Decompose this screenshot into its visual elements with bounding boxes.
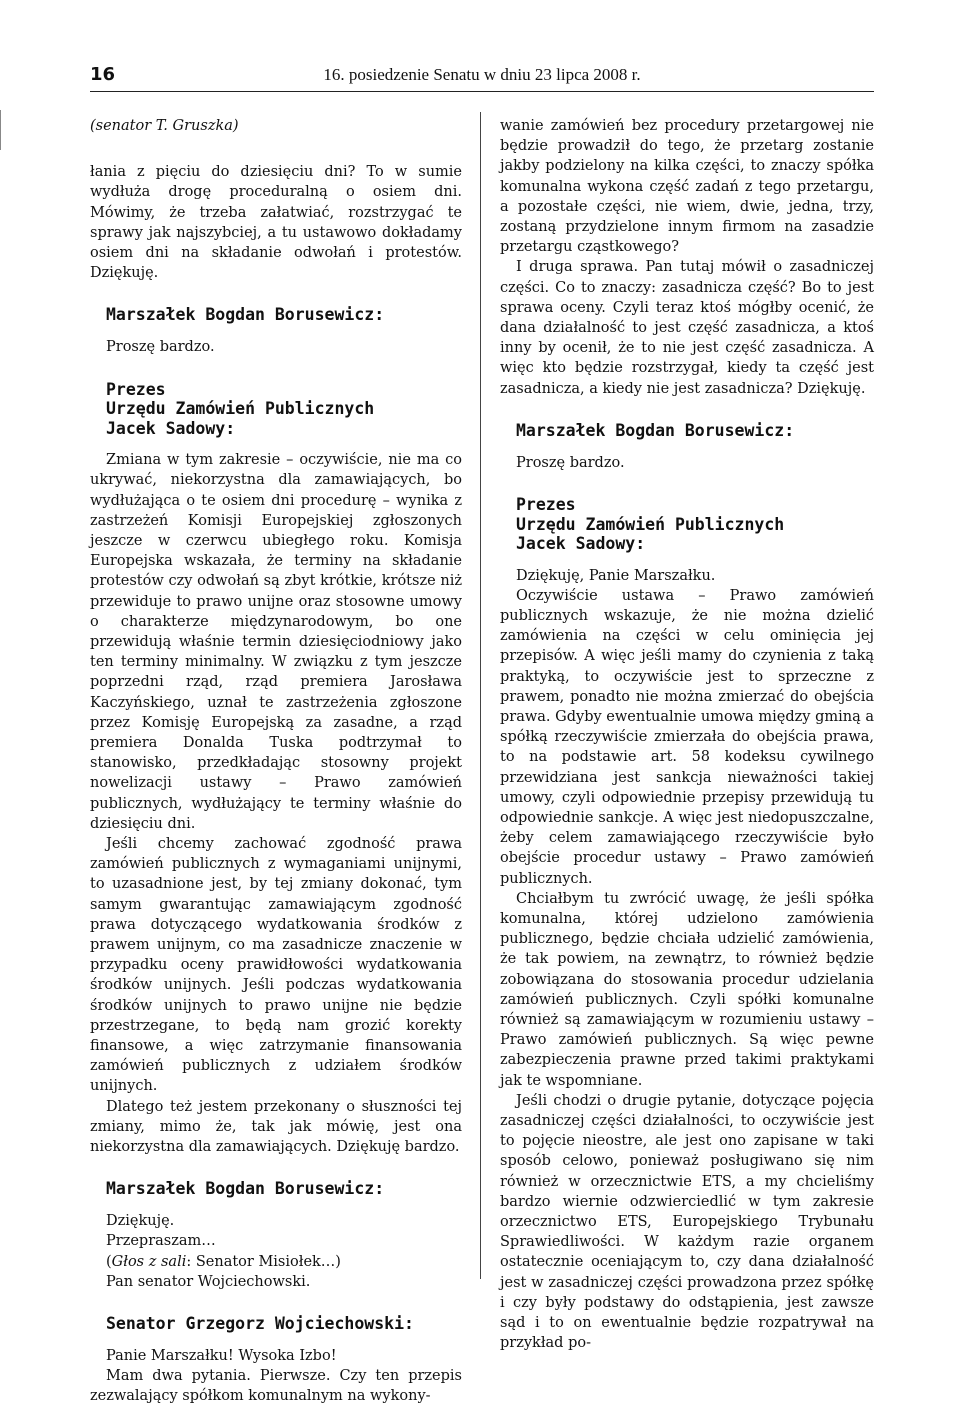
paragraph: łania z pięciu do dziesięciu dni? To w sumie wydłuża drogę proceduralną o osiem dni. Mówimy, że trzeba załatwiać, rozstrzygać te sprawy jak najszybciej, a tu ustawowo dokładamy osiem dni na składanie odwołań i protestów. Dziękuję. xyxy=(90,164,462,282)
paragraph: Oczywiście ustawa – Prawo zamówień publicznych wskazuje, że nie można dzielić zamówienia na części w celu ominięcia jej przepisów. A więc jeśli mamy do czynienia z taką praktyką, to oczywiście jest to sprzeczne z prawem, ponadto nie można zmierzać do obejścia prawa. Gdyby ewentualnie umowa między gminą a spółką rzeczywiście zmierzała do obejścia prawa, to na podstawie art. 58 kodeksu cywilnego przewidziana jest sankcja nieważności takiej umowy, czyli odpowiednie przepisy przewidują tu odpowiednie sankcje. A więc jest niedopuszczalne, żeby celem zamawiającego rzeczywiście było obejście procedur ustawy – Prawo zamówień publicznych. xyxy=(500,587,874,887)
paragraph: Chciałbym tu zwrócić uwagę, że jeśli spółka komunalna, której udzielono zamówienia publicznego, będzie chciała udzielić zamówienia, że tak powiem, na zewnątrz, to również będzie zobowiązana do stosowania procedur udzielania zamówień publicznych. Czyli spółki komunalne również są zamawiającym w rozumieniu ustawy – Prawo zamówień publicznych. Są więc pewne zabezpieczenia prawne przed takimi praktykami jak te wspomniane. xyxy=(500,890,874,1089)
running-title: 16. posiedzenie Senatu w dniu 23 lipca 2008 r. xyxy=(323,65,641,84)
speaker-heading: Senator Grzegorz Wojciechowski: xyxy=(106,1314,414,1334)
speaker-name: Jacek Sadowy: xyxy=(516,534,646,554)
speech-line: Dziękuję, Panie Marszałku. xyxy=(516,567,716,584)
speaker-heading xyxy=(516,495,874,554)
speaker-office: Urzędu Zamówień Publicznych xyxy=(106,399,375,419)
paragraph: Zmiana w tym zakresie – oczywiście, nie ma co ukrywać, niekorzystna dla zamawiających, bo wydłużająca o te osiem dni procedurę – wynika z zastrzeżeń Komisji Europejskiej zgłoszonych jeszcze w czerwcu ubiegłego roku. Komisja Europejska wskazała, że terminy na składanie protestów czy odwołań są zbyt krótkie, krótsze niż przewiduje to prawo unijne oraz stosowne umowy o charakterze międzynarodowym, bo one przewidują właśnie termin dziesięciodniowy jako ten terminy minimalny. W związku z tym jeszcze poprzedni rząd, rząd premiera Jarosława Kaczyńskiego, uznał te zastrzeżenia zgłoszone przez Komisję Europejską za zasadne, a rząd premiera Donalda Tuska podtrzymał to stanowisko, przedkładając stosowny projekt nowelizacji ustawy – Prawo zamówień publicznych, wydłużający te terminy właśnie do dziesięciu dni. xyxy=(90,452,462,832)
speaker-name: Jacek Sadowy: xyxy=(106,418,236,438)
paragraph: Jeśli chcemy zachować zgodność prawa zamówień publicznych z wymaganiami unijnymi, to uzasadnione jest, by tej zmiany dokonać, tym samym gwarantując zamawiającym zgodność prawa dotyczącego wydatkowania środków z prawem unijnym, co ma zasadnicze znaczenie w przypadku oceny prawidłowości wydatkowania środków unijnych. Jeśli podczas wydatkowania środków unijnych to prawo unijne nie będzie przestrzegane, to będą nam grozić korekty finansowe, a więc zatrzymanie finansowania zamówień publicznych z udziałem środków unijnych. xyxy=(90,835,462,1095)
scan-edge-mark xyxy=(0,110,1,150)
page-header xyxy=(90,64,874,90)
speaker-heading: Marszałek Bogdan Borusewicz: xyxy=(106,305,385,325)
header-rule xyxy=(90,91,874,92)
interjection-source: Głos z sali xyxy=(111,1253,187,1270)
speech-line: Proszę bardzo. xyxy=(106,339,215,356)
paragraph: Jeśli chodzi o drugie pytanie, dotyczące pojęcia zasadniczej części działalności, to oczywiście jest to pojęcie nieostre, ale jest ono zapisane w taki sposób celowo, ponieważ posługiwano się nim również w orzecznictwie ETS, a my chcieliśmy bardzo wiernie odzwierciedlić w tym zakresie orzecznictwo ETS, Europejskiego Trybunału Sprawiedliwości. W każdym razie organem ostatecznie oceniającym to, czy dana działalność jest w zasadniczej części prowadzona przez spółkę i czy były podstawy do odstąpienia, jest zawsze sąd i to on ewentualnie będzie rozpatrywał na przykład po- xyxy=(500,1092,874,1352)
speech-line: Panie Marszałku! Wysoka Izbo! xyxy=(106,1348,337,1365)
interjection-open: ( xyxy=(106,1253,112,1270)
speech-line: Dziękuję. xyxy=(106,1213,175,1230)
right-column xyxy=(500,116,874,1353)
paragraph: Mam dwa pytania. Pierwsze. Czy ten przepis zezwalający spółkom komunalnym na wykony- xyxy=(90,1368,462,1405)
speaker-heading xyxy=(106,380,462,439)
interjection-text: : Senator Misiołek…) xyxy=(186,1253,341,1270)
speaker-title: Prezes xyxy=(516,495,576,515)
speech-line: Przepraszam… xyxy=(106,1233,216,1250)
column-divider xyxy=(480,112,481,1279)
speech-line: Pan senator Wojciechowski. xyxy=(106,1273,311,1290)
speaker-heading: Marszałek Bogdan Borusewicz: xyxy=(516,420,795,440)
interjection-line xyxy=(106,1252,462,1272)
speaker-office: Urzędu Zamówień Publicznych xyxy=(516,514,785,534)
speaker-title: Prezes xyxy=(106,379,166,399)
speaker-heading: Marszałek Bogdan Borusewicz: xyxy=(106,1179,385,1199)
left-column xyxy=(90,116,462,1407)
page-number: 16 xyxy=(90,64,116,85)
paragraph: wanie zamówień bez procedury przetargowej nie będzie prowadził do tego, że przetarg zostanie jakby podzielony na kilka części, to znaczy spółka komunalna wykona część zadań z tego przetargu, a pozostałe części, nie wiem, dwie, jedna, trzy, zostaną przydzielone innym firmom na zasadzie przetargu cząstkowego? xyxy=(500,118,874,256)
paragraph: Dlatego też jestem przekonany o słuszności tej zmiany, mimo że, tak jak mówię, jest ona niekorzystna dla zamawiających. Dziękuję bardzo. xyxy=(90,1098,462,1156)
speech-line: Proszę bardzo. xyxy=(516,454,625,471)
paragraph: I druga sprawa. Pan tutaj mówił o zasadniczej części. Co to znaczy: zasadnicza część? Bo to jest sprawa oceny. Czyli teraz ktoś mógłby ocenić, że dana działalność to jest część zasadnicza, a ktoś inny by ocenił, że to nie jest część zasadnicza. A więc kto będzie rozstrzygał, kiedy ta część jest zasadnicza, a kiedy nie jest zasadnicza? Dziękuję. xyxy=(500,259,874,397)
continued-speaker-label: (senator T. Gruszka) xyxy=(90,118,239,134)
